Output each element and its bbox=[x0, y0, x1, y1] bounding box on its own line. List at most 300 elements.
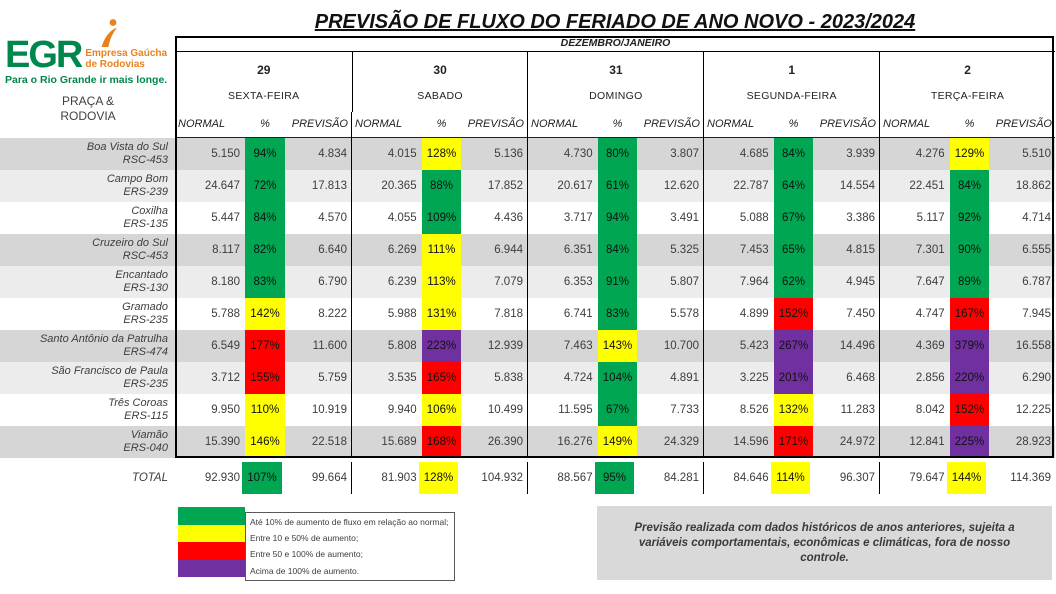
percent-cell bbox=[245, 298, 285, 330]
normal-value: 12.841 bbox=[909, 436, 945, 448]
percent-value: 107% bbox=[247, 472, 277, 484]
legend-swatch-green bbox=[178, 507, 245, 525]
normal-value: 5.117 bbox=[916, 212, 945, 224]
percent-value: 220% bbox=[954, 372, 985, 384]
percent-fill bbox=[950, 138, 990, 170]
forecast-value: 6.640 bbox=[318, 244, 347, 256]
forecast-value: 6.468 bbox=[846, 372, 875, 384]
percent-cell bbox=[950, 330, 990, 362]
day-group bbox=[175, 298, 351, 330]
percent-fill bbox=[245, 426, 285, 458]
total-row bbox=[0, 462, 1055, 494]
normal-value: 79.647 bbox=[909, 472, 945, 484]
row-label bbox=[0, 298, 175, 330]
legend-swatch-purple bbox=[178, 560, 245, 578]
day-group bbox=[703, 170, 879, 202]
percent-cell bbox=[422, 234, 462, 266]
day-group bbox=[879, 170, 1055, 202]
left-column-header-line1: PRAÇA & bbox=[61, 94, 115, 108]
normal-value: 2.856 bbox=[915, 372, 945, 384]
normal-value: 6.351 bbox=[563, 244, 593, 256]
percent-value: 95% bbox=[602, 472, 626, 484]
left-column-header-line2: RODOVIA bbox=[60, 109, 116, 123]
percent-fill bbox=[774, 170, 814, 202]
forecast-value: 3.491 bbox=[670, 212, 699, 224]
table-row bbox=[0, 426, 1055, 458]
subcol-header: NORMAL bbox=[531, 118, 579, 130]
forecast-value: 18.862 bbox=[1015, 180, 1051, 192]
forecast-value: 5.136 bbox=[494, 148, 523, 160]
toll-plaza-name: Viamão bbox=[130, 429, 168, 441]
percent-fill bbox=[595, 462, 635, 494]
road-code: ERS-130 bbox=[123, 282, 168, 294]
percent-fill bbox=[950, 298, 990, 330]
percent-fill bbox=[422, 330, 462, 362]
normal-value: 3.717 bbox=[563, 212, 593, 224]
logo-company-line1: Empresa Gaúcha bbox=[85, 48, 168, 59]
forecast-value: 12.225 bbox=[1015, 404, 1051, 416]
percent-fill bbox=[245, 330, 285, 362]
forecast-value: 10.700 bbox=[663, 340, 699, 352]
day-group bbox=[703, 462, 879, 494]
forecast-value: 8.222 bbox=[318, 308, 347, 320]
percent-value: 67% bbox=[781, 212, 805, 224]
percent-cell bbox=[422, 362, 462, 394]
forecast-value: 17.813 bbox=[311, 180, 347, 192]
day-name: SEGUNDA-FEIRA bbox=[703, 84, 879, 112]
subcol-header: NORMAL bbox=[355, 118, 403, 130]
day-name-row bbox=[0, 84, 1055, 112]
label-spacer bbox=[0, 112, 175, 138]
percent-cell bbox=[950, 170, 990, 202]
day-group bbox=[351, 266, 527, 298]
label-spacer bbox=[0, 36, 176, 52]
day-group bbox=[175, 234, 351, 266]
normal-value: 22.451 bbox=[909, 180, 945, 192]
normal-value: 4.747 bbox=[915, 308, 945, 320]
normal-value: 4.730 bbox=[563, 148, 593, 160]
forecast-value: 7.945 bbox=[1022, 308, 1051, 320]
percent-cell bbox=[422, 462, 462, 494]
percent-value: 84% bbox=[605, 244, 629, 256]
forecast-value: 11.283 bbox=[840, 404, 875, 416]
row-label bbox=[0, 138, 175, 170]
percent-value: 201% bbox=[778, 372, 809, 384]
percent-cell bbox=[422, 202, 462, 234]
percent-value: 62% bbox=[781, 276, 805, 288]
percent-cell bbox=[598, 202, 638, 234]
percent-fill bbox=[598, 298, 638, 330]
row-label bbox=[0, 426, 175, 458]
day-group-header bbox=[175, 112, 351, 138]
percent-cell bbox=[598, 170, 638, 202]
percent-value: 113% bbox=[427, 276, 456, 288]
day-group bbox=[351, 298, 527, 330]
percent-value: 131% bbox=[426, 308, 457, 320]
egr-logo-text: EGR bbox=[5, 34, 82, 76]
forecast-value: 5.578 bbox=[670, 308, 699, 320]
percent-fill bbox=[774, 266, 814, 298]
normal-value: 6.549 bbox=[211, 340, 240, 352]
day-name: SEXTA-FEIRA bbox=[228, 90, 300, 102]
subcol-header: % bbox=[964, 118, 975, 130]
percent-value: 142% bbox=[250, 308, 280, 320]
percent-cell bbox=[774, 394, 814, 426]
percent-fill bbox=[598, 170, 638, 202]
percent-cell bbox=[774, 266, 814, 298]
percent-value: 106% bbox=[426, 404, 457, 416]
percent-fill bbox=[774, 234, 814, 266]
percent-fill bbox=[950, 330, 990, 362]
percent-value: 144% bbox=[951, 472, 982, 484]
percent-fill bbox=[245, 394, 285, 426]
percent-fill bbox=[774, 298, 814, 330]
disclaimer-note: Previsão realizada com dados históricos de anos anteriores, sujeita a variáveis comportamentais, econômicas e climáticas, fora de nosso controle. bbox=[597, 506, 1052, 580]
normal-value: 20.365 bbox=[381, 180, 417, 192]
forecast-value: 14.496 bbox=[839, 340, 875, 352]
day-group bbox=[879, 362, 1055, 394]
legend-label: Entre 10 e 50% de aumento; bbox=[250, 533, 359, 544]
legend-label: Acima de 100% de aumento. bbox=[250, 565, 360, 576]
day-number: 1 bbox=[703, 52, 879, 84]
forecast-value: 3.807 bbox=[670, 148, 699, 160]
percent-fill bbox=[245, 202, 285, 234]
percent-value: 82% bbox=[253, 244, 277, 256]
percent-cell bbox=[774, 234, 814, 266]
percent-cell bbox=[598, 266, 638, 298]
toll-plaza-name: Santo Antônio da Patrulha bbox=[39, 333, 168, 345]
road-code: ERS-474 bbox=[123, 346, 168, 358]
road-code: ERS-239 bbox=[123, 186, 168, 198]
day-group bbox=[703, 298, 879, 330]
percent-value: 80% bbox=[605, 148, 629, 160]
day-group bbox=[879, 298, 1055, 330]
percent-value: 155% bbox=[250, 372, 280, 384]
toll-plaza-name: São Francisco de Paula bbox=[51, 365, 168, 377]
percent-fill bbox=[950, 202, 990, 234]
day-group bbox=[175, 394, 351, 426]
normal-value: 9.950 bbox=[211, 404, 240, 416]
logo-company-line2: de Rodovias bbox=[85, 59, 145, 70]
percent-value: 94% bbox=[605, 212, 629, 224]
forecast-value: 17.852 bbox=[487, 180, 523, 192]
forecast-value: 114.369 bbox=[1010, 472, 1051, 484]
day-name: SABADO bbox=[352, 84, 528, 112]
day-group bbox=[175, 266, 351, 298]
percent-fill bbox=[598, 234, 638, 266]
day-group bbox=[879, 138, 1055, 170]
forecast-value: 5.759 bbox=[318, 372, 347, 384]
percent-value: 65% bbox=[781, 244, 805, 256]
percent-fill bbox=[598, 362, 638, 394]
day-group bbox=[527, 362, 703, 394]
toll-plaza-name: Boa Vista do Sul bbox=[86, 141, 168, 153]
normal-value: 4.015 bbox=[387, 148, 417, 160]
normal-value: 6.269 bbox=[387, 244, 417, 256]
day-group bbox=[527, 394, 703, 426]
percent-cell bbox=[422, 266, 462, 298]
percent-fill bbox=[422, 138, 462, 170]
percent-cell bbox=[245, 202, 285, 234]
normal-value: 4.899 bbox=[739, 308, 769, 320]
day-group bbox=[879, 462, 1055, 494]
percent-fill bbox=[422, 426, 462, 458]
day-group bbox=[175, 462, 351, 494]
day-group bbox=[703, 266, 879, 298]
percent-cell bbox=[774, 462, 814, 494]
percent-cell bbox=[774, 426, 814, 458]
percent-value: 94% bbox=[253, 148, 277, 160]
day-group bbox=[351, 462, 527, 494]
toll-plaza-name: Cruzeiro do Sul bbox=[92, 237, 168, 249]
percent-cell bbox=[598, 394, 638, 426]
normal-value: 15.689 bbox=[381, 436, 417, 448]
day-group bbox=[527, 234, 703, 266]
day-number: 29 bbox=[257, 63, 271, 77]
day-group bbox=[351, 202, 527, 234]
day-group bbox=[879, 202, 1055, 234]
percent-value: 143% bbox=[602, 340, 633, 352]
forecast-value: 7.079 bbox=[494, 276, 523, 288]
normal-value: 16.276 bbox=[557, 436, 593, 448]
normal-value: 5.808 bbox=[387, 340, 417, 352]
day-group bbox=[175, 138, 351, 170]
forecast-value: 16.558 bbox=[1015, 340, 1051, 352]
percent-fill bbox=[774, 330, 814, 362]
percent-fill bbox=[771, 462, 811, 494]
percent-value: 149% bbox=[602, 436, 633, 448]
percent-cell bbox=[422, 298, 462, 330]
percent-cell bbox=[598, 426, 638, 458]
table-row bbox=[0, 138, 1055, 170]
legend-label: Entre 50 e 100% de aumento; bbox=[250, 549, 363, 560]
percent-value: 84% bbox=[957, 180, 981, 192]
percent-value: 128% bbox=[423, 472, 454, 484]
percent-cell bbox=[422, 138, 462, 170]
road-code: ERS-040 bbox=[123, 442, 168, 454]
percent-fill bbox=[774, 202, 814, 234]
percent-cell bbox=[245, 426, 285, 458]
percent-fill bbox=[245, 298, 285, 330]
table-row bbox=[0, 234, 1055, 266]
day-group bbox=[879, 394, 1055, 426]
percent-value: 90% bbox=[957, 244, 981, 256]
percent-fill bbox=[774, 138, 814, 170]
day-group bbox=[351, 362, 527, 394]
normal-value: 4.685 bbox=[739, 148, 769, 160]
day-group bbox=[703, 138, 879, 170]
forecast-value: 12.620 bbox=[663, 180, 699, 192]
forecast-value: 4.714 bbox=[1022, 212, 1051, 224]
percent-fill bbox=[598, 202, 638, 234]
forecast-value: 7.450 bbox=[846, 308, 875, 320]
toll-plaza-name: Gramado bbox=[122, 301, 168, 313]
subcol-header: NORMAL bbox=[707, 118, 755, 130]
legend-swatch-yellow bbox=[178, 525, 245, 543]
percent-value: 168% bbox=[426, 436, 457, 448]
percent-cell bbox=[598, 298, 638, 330]
normal-value: 14.596 bbox=[733, 436, 769, 448]
percent-cell bbox=[950, 234, 990, 266]
percent-value: 84% bbox=[781, 148, 805, 160]
percent-fill bbox=[245, 170, 285, 202]
forecast-value: 6.290 bbox=[1022, 372, 1051, 384]
percent-value: 171% bbox=[778, 436, 809, 448]
normal-value: 7.453 bbox=[739, 244, 769, 256]
percent-value: 84% bbox=[253, 212, 277, 224]
percent-cell bbox=[245, 170, 285, 202]
row-label bbox=[0, 266, 175, 298]
percent-cell bbox=[774, 298, 814, 330]
normal-value: 8.042 bbox=[915, 404, 945, 416]
road-code: RSC-453 bbox=[122, 154, 168, 166]
normal-value: 84.646 bbox=[733, 472, 769, 484]
percent-fill bbox=[774, 394, 814, 426]
day-name: DOMINGO bbox=[527, 84, 703, 112]
normal-value: 20.617 bbox=[557, 180, 593, 192]
day-group-header bbox=[879, 112, 1055, 138]
percent-fill bbox=[774, 426, 814, 458]
percent-cell bbox=[245, 394, 285, 426]
percent-fill bbox=[774, 362, 814, 394]
month-header-row bbox=[0, 36, 1055, 52]
day-group-header bbox=[527, 112, 703, 138]
normal-value: 11.595 bbox=[558, 404, 593, 416]
percent-cell bbox=[950, 298, 990, 330]
day-group bbox=[879, 234, 1055, 266]
percent-value: 111% bbox=[427, 244, 456, 256]
subcol-header: % bbox=[612, 118, 623, 130]
normal-value: 4.369 bbox=[915, 340, 945, 352]
normal-value: 5.988 bbox=[387, 308, 417, 320]
table-row bbox=[0, 394, 1055, 426]
normal-value: 22.787 bbox=[733, 180, 769, 192]
forecast-value: 5.510 bbox=[1022, 148, 1051, 160]
percent-fill bbox=[419, 462, 459, 494]
normal-value: 5.447 bbox=[211, 212, 240, 224]
percent-fill bbox=[422, 362, 462, 394]
table-row bbox=[0, 330, 1055, 362]
percent-value: 379% bbox=[954, 340, 985, 352]
percent-value: 104% bbox=[602, 372, 633, 384]
percent-value: 61% bbox=[605, 180, 629, 192]
percent-cell bbox=[950, 462, 990, 494]
row-label bbox=[0, 234, 175, 266]
percent-cell bbox=[598, 362, 638, 394]
percent-fill bbox=[950, 426, 990, 458]
label-spacer bbox=[0, 84, 176, 112]
percent-value: 83% bbox=[605, 308, 629, 320]
day-group bbox=[351, 170, 527, 202]
normal-value: 81.903 bbox=[381, 472, 417, 484]
percent-cell bbox=[950, 266, 990, 298]
forecast-value: 6.555 bbox=[1022, 244, 1051, 256]
day-group bbox=[879, 330, 1055, 362]
percent-cell bbox=[422, 330, 462, 362]
percent-value: 223% bbox=[426, 340, 457, 352]
percent-fill bbox=[598, 394, 638, 426]
percent-value: 225% bbox=[954, 436, 985, 448]
day-group bbox=[703, 362, 879, 394]
day-group bbox=[175, 426, 351, 458]
subcol-header: PREVISÃO bbox=[643, 118, 700, 130]
percent-fill bbox=[422, 170, 462, 202]
flow-table bbox=[0, 36, 1055, 494]
total-label: TOTAL bbox=[132, 472, 168, 484]
percent-value: 67% bbox=[605, 404, 629, 416]
subheader-row bbox=[0, 112, 1055, 138]
toll-plaza-name: Campo Bom bbox=[106, 173, 168, 185]
percent-cell bbox=[774, 330, 814, 362]
percent-fill bbox=[422, 234, 462, 266]
forecast-value: 10.919 bbox=[311, 404, 347, 416]
percent-value: 92% bbox=[957, 212, 981, 224]
day-group bbox=[527, 462, 703, 494]
percent-fill bbox=[947, 462, 987, 494]
day-group bbox=[351, 138, 527, 170]
percent-fill bbox=[950, 170, 990, 202]
percent-fill bbox=[598, 330, 638, 362]
normal-value: 4.276 bbox=[915, 148, 945, 160]
day-group bbox=[527, 266, 703, 298]
month-header: DEZEMBRO/JANEIRO bbox=[176, 36, 1055, 52]
percent-fill bbox=[422, 266, 462, 298]
forecast-value: 6.787 bbox=[1022, 276, 1051, 288]
percent-value: 88% bbox=[429, 180, 453, 192]
forecast-value: 11.600 bbox=[312, 340, 347, 352]
normal-value: 5.088 bbox=[739, 212, 769, 224]
subcol-header: PREVISÃO bbox=[467, 118, 524, 130]
row-label bbox=[0, 362, 175, 394]
road-code: ERS-135 bbox=[123, 218, 168, 230]
day-number: 30 bbox=[352, 52, 528, 84]
forecast-value: 12.939 bbox=[487, 340, 523, 352]
toll-plaza-name: Encantado bbox=[115, 269, 168, 281]
day-name: TERÇA-FEIRA bbox=[879, 84, 1055, 112]
percent-value: 64% bbox=[781, 180, 805, 192]
percent-fill bbox=[245, 362, 285, 394]
normal-value: 8.180 bbox=[211, 276, 240, 288]
subcol-header: % bbox=[260, 118, 270, 130]
percent-cell bbox=[774, 170, 814, 202]
forecast-value: 4.945 bbox=[846, 276, 875, 288]
day-group bbox=[351, 394, 527, 426]
percent-cell bbox=[950, 426, 990, 458]
day-number: 31 bbox=[527, 52, 703, 84]
legend-swatch-red bbox=[178, 542, 245, 560]
table-row bbox=[0, 202, 1055, 234]
subcol-header: PREVISÃO bbox=[291, 118, 348, 130]
normal-value: 7.964 bbox=[739, 276, 769, 288]
subcol-header: PREVISÃO bbox=[995, 118, 1052, 130]
percent-cell bbox=[598, 138, 638, 170]
percent-value: 167% bbox=[954, 308, 985, 320]
day-group bbox=[879, 266, 1055, 298]
forecast-value: 7.733 bbox=[670, 404, 699, 416]
table-row bbox=[0, 266, 1055, 298]
percent-cell bbox=[422, 426, 462, 458]
percent-fill bbox=[422, 394, 462, 426]
percent-value: 109% bbox=[426, 212, 457, 224]
forecast-value: 3.939 bbox=[846, 148, 875, 160]
percent-cell bbox=[774, 362, 814, 394]
forecast-value: 3.386 bbox=[846, 212, 875, 224]
percent-cell bbox=[422, 394, 462, 426]
normal-value: 6.741 bbox=[563, 308, 593, 320]
day-group bbox=[703, 394, 879, 426]
forecast-value: 99.664 bbox=[311, 472, 347, 484]
legend-swatches bbox=[178, 507, 245, 577]
